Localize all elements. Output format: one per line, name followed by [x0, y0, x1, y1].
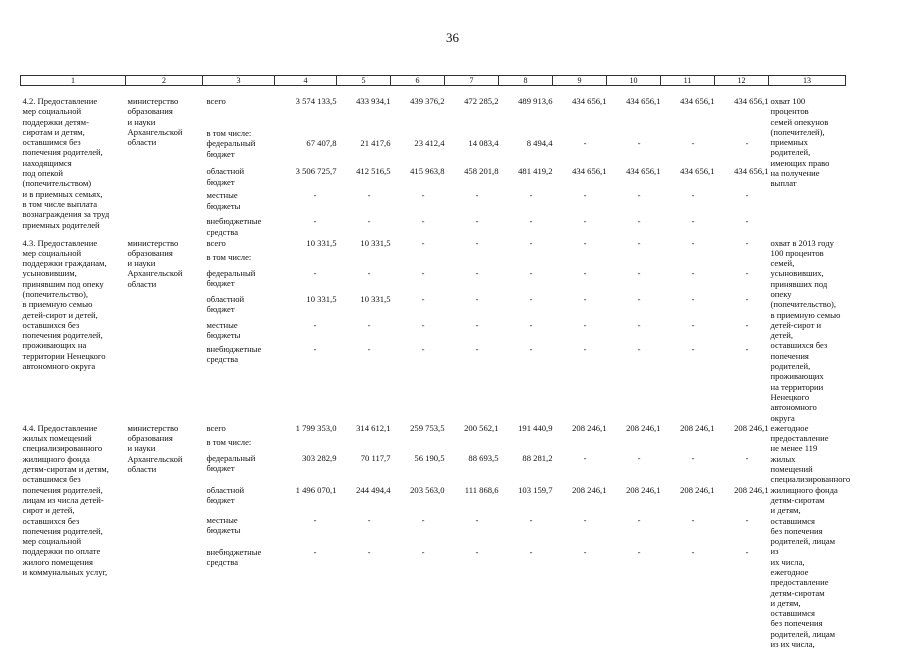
amount-cell: 412 516,5: [339, 166, 393, 190]
amount-cell: -: [609, 216, 663, 237]
amount-cell: -: [663, 320, 717, 344]
column-number: 1: [21, 76, 126, 86]
amount-cell: 434 656,1: [555, 96, 609, 128]
measure-name: 4.3. Предоставление мер социальной поддержки гражданам, усыновившим, принявшим под опеку (попечительство), в приемную семью детей-сирот и детей, оставшихся без попечения родителей, проживающих на территории Ненецкого автономного округа: [21, 238, 126, 423]
amount-cell: -: [555, 320, 609, 344]
funding-source: в том числе:: [205, 437, 277, 453]
amount-cell: 244 494,4: [339, 485, 393, 515]
amount-cell: -: [447, 320, 501, 344]
amount-cell: 200 562,1: [447, 423, 501, 437]
amount-cell: -: [277, 547, 339, 568]
amount-cell: -: [717, 190, 771, 216]
amount-cell: -: [663, 515, 717, 547]
amount-cell: [339, 252, 393, 268]
amount-cell: -: [277, 320, 339, 344]
amount-cell: [501, 252, 555, 268]
amount-cell: 111 868,6: [447, 485, 501, 515]
amount-cell: 3 574 133,5: [277, 96, 339, 128]
amount-cell: -: [555, 216, 609, 237]
amount-cell: -: [609, 320, 663, 344]
amount-cell: -: [663, 453, 717, 485]
amount-cell: -: [393, 547, 447, 568]
amount-cell: -: [717, 320, 771, 344]
amount-cell: 208 246,1: [717, 423, 771, 437]
funding-source: внебюджетные средства: [205, 344, 277, 365]
financing-block: [203, 238, 769, 423]
amount-cell: -: [501, 547, 555, 568]
amount-cell: [447, 128, 501, 138]
amount-cell: 303 282,9: [277, 453, 339, 485]
financing-row: [205, 344, 771, 365]
amount-cell: -: [501, 190, 555, 216]
financing-row: [205, 252, 771, 268]
amount-cell: 208 246,1: [555, 485, 609, 515]
amount-cell: -: [717, 238, 771, 252]
amount-cell: -: [339, 547, 393, 568]
amount-cell: -: [663, 238, 717, 252]
amount-cell: -: [447, 344, 501, 365]
financing-row: [205, 547, 771, 568]
amount-cell: 434 656,1: [717, 166, 771, 190]
funding-source: всего: [205, 423, 277, 437]
funding-source: местные бюджеты: [205, 515, 277, 547]
column-number-row: [21, 76, 846, 86]
amount-cell: -: [277, 515, 339, 547]
amount-cell: 3 506 725,7: [277, 166, 339, 190]
amount-cell: 208 246,1: [663, 485, 717, 515]
financing-row: [205, 128, 771, 138]
amount-cell: -: [501, 216, 555, 237]
amount-cell: -: [609, 344, 663, 365]
amount-cell: 191 440,9: [501, 423, 555, 437]
amount-cell: 1 496 070,1: [277, 485, 339, 515]
financing-row: [205, 96, 771, 128]
amount-cell: -: [663, 190, 717, 216]
amount-cell: 458 201,8: [447, 166, 501, 190]
amount-cell: 208 246,1: [609, 485, 663, 515]
financing-row: [205, 138, 771, 166]
amount-cell: -: [339, 216, 393, 237]
financing-row: [205, 294, 771, 320]
amount-cell: -: [717, 138, 771, 166]
amount-cell: -: [663, 344, 717, 365]
amount-cell: -: [555, 190, 609, 216]
amount-cell: -: [501, 344, 555, 365]
financing-row: [205, 453, 771, 485]
amount-cell: 1 799 353,0: [277, 423, 339, 437]
amount-cell: -: [501, 294, 555, 320]
funding-source: местные бюджеты: [205, 320, 277, 344]
amount-cell: [609, 128, 663, 138]
funding-source: областной бюджет: [205, 294, 277, 320]
amount-cell: 103 159,7: [501, 485, 555, 515]
column-number: 5: [337, 76, 391, 86]
column-number: 12: [715, 76, 769, 86]
amount-cell: 434 656,1: [609, 166, 663, 190]
amount-cell: -: [339, 344, 393, 365]
amount-cell: -: [609, 268, 663, 294]
amount-cell: 433 934,1: [339, 96, 393, 128]
amount-cell: 472 285,2: [447, 96, 501, 128]
amount-cell: [277, 128, 339, 138]
funding-source: внебюджетные средства: [205, 216, 277, 237]
financing-row: [205, 166, 771, 190]
financing-row: [205, 268, 771, 294]
amount-cell: 10 331,5: [339, 238, 393, 252]
amount-cell: [555, 437, 609, 453]
amount-cell: 208 246,1: [663, 423, 717, 437]
amount-cell: -: [717, 547, 771, 568]
amount-cell: 434 656,1: [609, 96, 663, 128]
column-number: 6: [391, 76, 445, 86]
amount-cell: [277, 437, 339, 453]
amount-cell: 14 083,4: [447, 138, 501, 166]
program-section-row: [21, 238, 846, 423]
amount-cell: [555, 128, 609, 138]
page-number: 36: [0, 30, 905, 46]
amount-cell: -: [339, 320, 393, 344]
amount-cell: [555, 252, 609, 268]
amount-cell: [393, 252, 447, 268]
column-number: 9: [553, 76, 607, 86]
amount-cell: 434 656,1: [663, 166, 717, 190]
amount-cell: -: [447, 268, 501, 294]
financing-grid: [205, 423, 771, 568]
financing-row: [205, 238, 771, 252]
funding-source: областной бюджет: [205, 166, 277, 190]
amount-cell: -: [501, 238, 555, 252]
amount-cell: [277, 252, 339, 268]
amount-cell: -: [663, 138, 717, 166]
amount-cell: -: [717, 344, 771, 365]
amount-cell: [663, 252, 717, 268]
amount-cell: -: [609, 515, 663, 547]
amount-cell: -: [663, 547, 717, 568]
program-section-row: [21, 86, 846, 238]
amount-cell: -: [447, 515, 501, 547]
amount-cell: -: [393, 190, 447, 216]
amount-cell: 208 246,1: [555, 423, 609, 437]
amount-cell: 415 963,8: [393, 166, 447, 190]
amount-cell: -: [663, 268, 717, 294]
funding-source: в том числе:: [205, 128, 277, 138]
column-number: 2: [126, 76, 203, 86]
amount-cell: -: [393, 515, 447, 547]
funding-source: областной бюджет: [205, 485, 277, 515]
amount-cell: [339, 437, 393, 453]
amount-cell: 439 376,2: [393, 96, 447, 128]
amount-cell: -: [663, 216, 717, 237]
amount-cell: 489 913,6: [501, 96, 555, 128]
amount-cell: -: [609, 138, 663, 166]
amount-cell: -: [393, 320, 447, 344]
amount-cell: -: [501, 320, 555, 344]
funding-source: всего: [205, 96, 277, 128]
amount-cell: [393, 437, 447, 453]
amount-cell: 88 281,2: [501, 453, 555, 485]
amount-cell: -: [393, 344, 447, 365]
funding-source: федеральный бюджет: [205, 453, 277, 485]
expected-outcome: охват 100 процентов семей опекунов (попечителей), приемных родителей, имеющих право на получение выплат: [769, 86, 846, 238]
amount-cell: -: [277, 344, 339, 365]
amount-cell: [501, 128, 555, 138]
financing-block: [203, 86, 769, 238]
amount-cell: -: [339, 268, 393, 294]
financing-block: [203, 423, 769, 649]
amount-cell: [339, 128, 393, 138]
amount-cell: -: [717, 294, 771, 320]
financing-row: [205, 437, 771, 453]
amount-cell: 203 563,0: [393, 485, 447, 515]
amount-cell: 88 693,5: [447, 453, 501, 485]
amount-cell: [717, 252, 771, 268]
column-number: 3: [203, 76, 275, 86]
amount-cell: 23 412,4: [393, 138, 447, 166]
funding-source: местные бюджеты: [205, 190, 277, 216]
funding-source: всего: [205, 238, 277, 252]
amount-cell: -: [277, 216, 339, 237]
amount-cell: -: [555, 547, 609, 568]
financing-row: [205, 485, 771, 515]
amount-cell: [663, 128, 717, 138]
amount-cell: 8 494,4: [501, 138, 555, 166]
amount-cell: -: [339, 190, 393, 216]
amount-cell: 434 656,1: [555, 166, 609, 190]
table-body: [21, 86, 846, 649]
program-section-row: [21, 423, 846, 649]
amount-cell: -: [447, 190, 501, 216]
executor: министерство образования и науки Архангельской области: [126, 423, 203, 649]
amount-cell: [447, 437, 501, 453]
funding-source: в том числе:: [205, 252, 277, 268]
expected-outcome: ежегодное предоставление не менее 119 жилых помещений специализированного жилищного фонда детям-сиротам и детям, оставшимся без попечения родителей, лицам из их числа, ежегодное предоставление детям-сиротам и детям, оставшимся без попечения родителей, лицам из их числа,: [769, 423, 846, 649]
amount-cell: 314 612,1: [339, 423, 393, 437]
column-number: 4: [275, 76, 337, 86]
amount-cell: -: [717, 453, 771, 485]
amount-cell: -: [717, 268, 771, 294]
financing-row: [205, 190, 771, 216]
amount-cell: 208 246,1: [717, 485, 771, 515]
amount-cell: 21 417,6: [339, 138, 393, 166]
amount-cell: -: [555, 453, 609, 485]
amount-cell: -: [609, 190, 663, 216]
amount-cell: -: [555, 268, 609, 294]
amount-cell: -: [447, 547, 501, 568]
amount-cell: [717, 437, 771, 453]
amount-cell: -: [277, 268, 339, 294]
amount-cell: -: [609, 453, 663, 485]
amount-cell: [609, 252, 663, 268]
executor: министерство образования и науки Архангельской области: [126, 238, 203, 423]
financing-row: [205, 216, 771, 237]
amount-cell: 10 331,5: [277, 238, 339, 252]
expected-outcome: охват в 2013 году 100 процентов семей, усыновивших, принявших под опеку (попечительство), в приемную семью детей-сирот и детей, оставшихся без попечения родителей, проживающих на территории Ненецкого автономного округа: [769, 238, 846, 423]
amount-cell: 70 117,7: [339, 453, 393, 485]
amount-cell: -: [393, 216, 447, 237]
amount-cell: -: [609, 547, 663, 568]
amount-cell: [663, 437, 717, 453]
amount-cell: -: [339, 515, 393, 547]
column-number: 10: [607, 76, 661, 86]
amount-cell: -: [555, 294, 609, 320]
amount-cell: 56 190,5: [393, 453, 447, 485]
amount-cell: [501, 437, 555, 453]
program-table: [20, 75, 846, 649]
amount-cell: -: [555, 515, 609, 547]
financing-grid: [205, 96, 771, 237]
amount-cell: [393, 128, 447, 138]
amount-cell: 481 419,2: [501, 166, 555, 190]
column-number: 8: [499, 76, 553, 86]
amount-cell: -: [663, 294, 717, 320]
measure-name: 4.4. Предоставление жилых помещений специализированного жилищного фонда детям-сиротам и детям, оставшимся без попечения родителей, лицам из числа детей- сирот и детей, оставшихся без попечения родителей, мер социальной поддержки по оплате жилого помещения и коммунальных услуг,: [21, 423, 126, 649]
amount-cell: -: [555, 138, 609, 166]
amount-cell: -: [717, 515, 771, 547]
amount-cell: -: [447, 216, 501, 237]
column-number: 7: [445, 76, 499, 86]
amount-cell: 10 331,5: [277, 294, 339, 320]
amount-cell: -: [393, 238, 447, 252]
funding-source: федеральный бюджет: [205, 268, 277, 294]
amount-cell: 259 753,5: [393, 423, 447, 437]
amount-cell: -: [447, 294, 501, 320]
measure-name: 4.2. Предоставление мер социальной поддержки детям- сиротам и детям, оставшимся без попечения родителей, находящимся под опекой (попечительством) и в приемных семьях, в том числе выплата вознаграждения за труд приемных родителей: [21, 86, 126, 238]
column-number: 11: [661, 76, 715, 86]
amount-cell: -: [501, 268, 555, 294]
amount-cell: -: [393, 294, 447, 320]
amount-cell: -: [717, 216, 771, 237]
amount-cell: -: [501, 515, 555, 547]
amount-cell: -: [609, 294, 663, 320]
funding-source: внебюджетные средства: [205, 547, 277, 568]
executor: министерство образования и науки Архангельской области: [126, 86, 203, 238]
column-number: 13: [769, 76, 846, 86]
amount-cell: -: [555, 238, 609, 252]
amount-cell: 208 246,1: [609, 423, 663, 437]
amount-cell: -: [609, 238, 663, 252]
financing-row: [205, 515, 771, 547]
financing-row: [205, 320, 771, 344]
amount-cell: [717, 128, 771, 138]
amount-cell: 10 331,5: [339, 294, 393, 320]
amount-cell: 434 656,1: [717, 96, 771, 128]
financing-grid: [205, 238, 771, 365]
amount-cell: [609, 437, 663, 453]
amount-cell: -: [393, 268, 447, 294]
amount-cell: -: [447, 238, 501, 252]
amount-cell: [447, 252, 501, 268]
amount-cell: 67 407,8: [277, 138, 339, 166]
amount-cell: -: [277, 190, 339, 216]
funding-source: федеральный бюджет: [205, 138, 277, 166]
amount-cell: 434 656,1: [663, 96, 717, 128]
amount-cell: -: [555, 344, 609, 365]
financing-row: [205, 423, 771, 437]
